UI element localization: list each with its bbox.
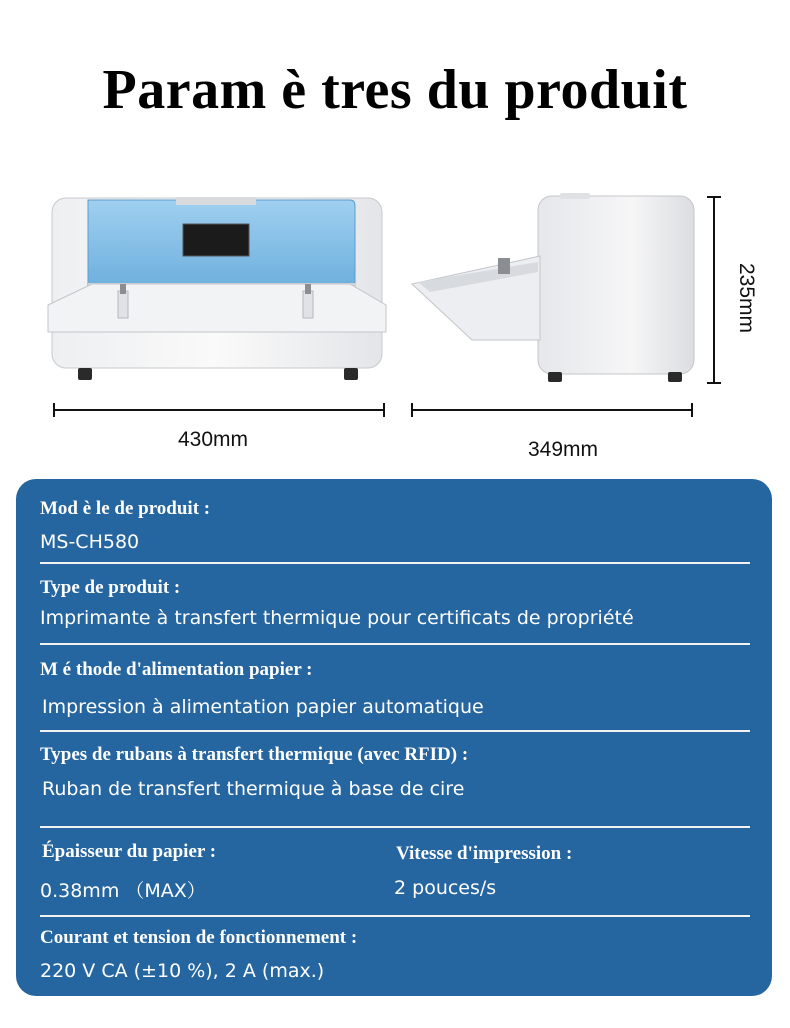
divider <box>40 915 750 917</box>
print-speed-value: 2 pouces/s <box>394 877 497 899</box>
print-speed-label: Vitesse d'impression : <box>396 843 573 864</box>
printer-side-view <box>412 193 694 382</box>
printer-front-view <box>48 197 386 380</box>
divider <box>40 730 750 732</box>
type-value: Imprimante à transfert thermique pour certificats de propriété <box>40 607 634 629</box>
height-label: 235mm <box>735 262 758 334</box>
ribbon-type-label: Types de rubans à transfert thermique (avec RFID) : <box>40 744 469 765</box>
feed-method-label: M é thode d'alimentation papier : <box>40 659 313 680</box>
width-dimension-line <box>54 403 384 417</box>
product-dimension-figure <box>0 0 790 470</box>
width-label: 430mm <box>178 428 249 451</box>
paper-thickness-label: Épaisseur du papier : <box>42 841 217 862</box>
model-value: MS-CH580 <box>40 531 140 553</box>
depth-dimension-line <box>412 403 692 417</box>
divider <box>40 562 750 564</box>
spec-panel <box>16 479 772 996</box>
divider <box>40 643 750 645</box>
height-dimension-line <box>707 197 721 383</box>
power-label: Courant et tension de fonctionnement : <box>40 927 358 948</box>
model-label: Mod è le de produit : <box>40 498 211 519</box>
ribbon-type-value: Ruban de transfert thermique à base de cire <box>42 778 465 800</box>
divider <box>40 826 750 828</box>
depth-label: 349mm <box>528 438 599 461</box>
page-title: Param è tres du produit <box>102 59 688 121</box>
paper-thickness-value: 0.38mm （MAX） <box>40 880 206 902</box>
type-label: Type de produit : <box>40 577 181 598</box>
feed-method-value: Impression à alimentation papier automatique <box>42 696 484 718</box>
power-value: 220 V CA (±10 %), 2 A (max.) <box>40 960 325 982</box>
